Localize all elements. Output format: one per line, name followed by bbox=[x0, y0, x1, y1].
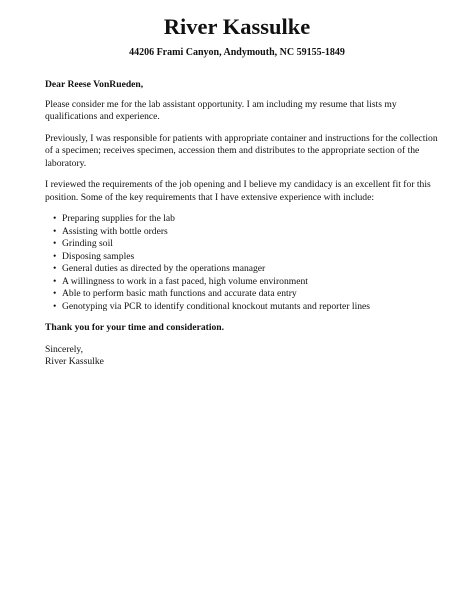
bullet-icon: • bbox=[53, 225, 57, 237]
list-item bbox=[53, 276, 443, 289]
letter-body bbox=[45, 79, 443, 369]
bullet-icon: • bbox=[53, 275, 57, 287]
list-item bbox=[53, 213, 443, 226]
list-item bbox=[53, 251, 443, 264]
list-item-text: Grinding soil bbox=[62, 238, 113, 249]
salutation: Dear Reese VonRueden, bbox=[45, 79, 144, 90]
list-item-text: Able to perform basic math functions and accurate data entry bbox=[62, 288, 297, 299]
list-item-text: Preparing supplies for the lab bbox=[62, 213, 175, 224]
list-item-text: General duties as directed by the operations manager bbox=[62, 263, 266, 274]
sender-address: 44206 Frami Canyon, Andymouth, NC 59155-1849 bbox=[129, 47, 345, 58]
list-item-text: Genotyping via PCR to identify conditional knockout mutants and reporter lines bbox=[62, 300, 371, 312]
list-item-text: A willingness to work in a fast paced, high volume environment bbox=[62, 275, 308, 287]
bullet-icon: • bbox=[53, 250, 57, 262]
bullet-icon: • bbox=[53, 213, 57, 224]
sender-name: River Kassulke bbox=[163, 14, 311, 39]
bullet-icon: • bbox=[53, 288, 57, 299]
closing: Sincerely, bbox=[45, 343, 84, 355]
list-item bbox=[53, 301, 443, 314]
list-item bbox=[53, 226, 443, 239]
bullet-icon: • bbox=[53, 263, 57, 274]
list-item bbox=[53, 263, 443, 276]
list-item-text: Disposing samples bbox=[62, 250, 135, 262]
paragraph-requirements: I reviewed the requirements of the job opening and I believe my candidacy is an excellent fit for this position. Some of the key requirements that I have extensive experience with include: bbox=[45, 179, 431, 203]
list-item bbox=[53, 238, 443, 251]
thanks-line: Thank you for your time and consideration. bbox=[45, 322, 225, 333]
requirements-list bbox=[45, 213, 443, 313]
paragraph-intro: Please consider me for the lab assistant opportunity. I am including my resume that lists my qualifications and experience. bbox=[45, 98, 397, 122]
list-item bbox=[53, 288, 443, 301]
bullet-icon: • bbox=[53, 238, 57, 249]
signature: River Kassulke bbox=[45, 356, 104, 367]
list-item-text: Assisting with bottle orders bbox=[62, 225, 168, 237]
bullet-icon: • bbox=[53, 300, 57, 312]
paragraph-experience: Previously, I was responsible for patients with appropriate container and instructions for the collection of a specimen; receives specimen, accession them and distributes to the appropriate section of the laboratory. bbox=[45, 132, 438, 169]
